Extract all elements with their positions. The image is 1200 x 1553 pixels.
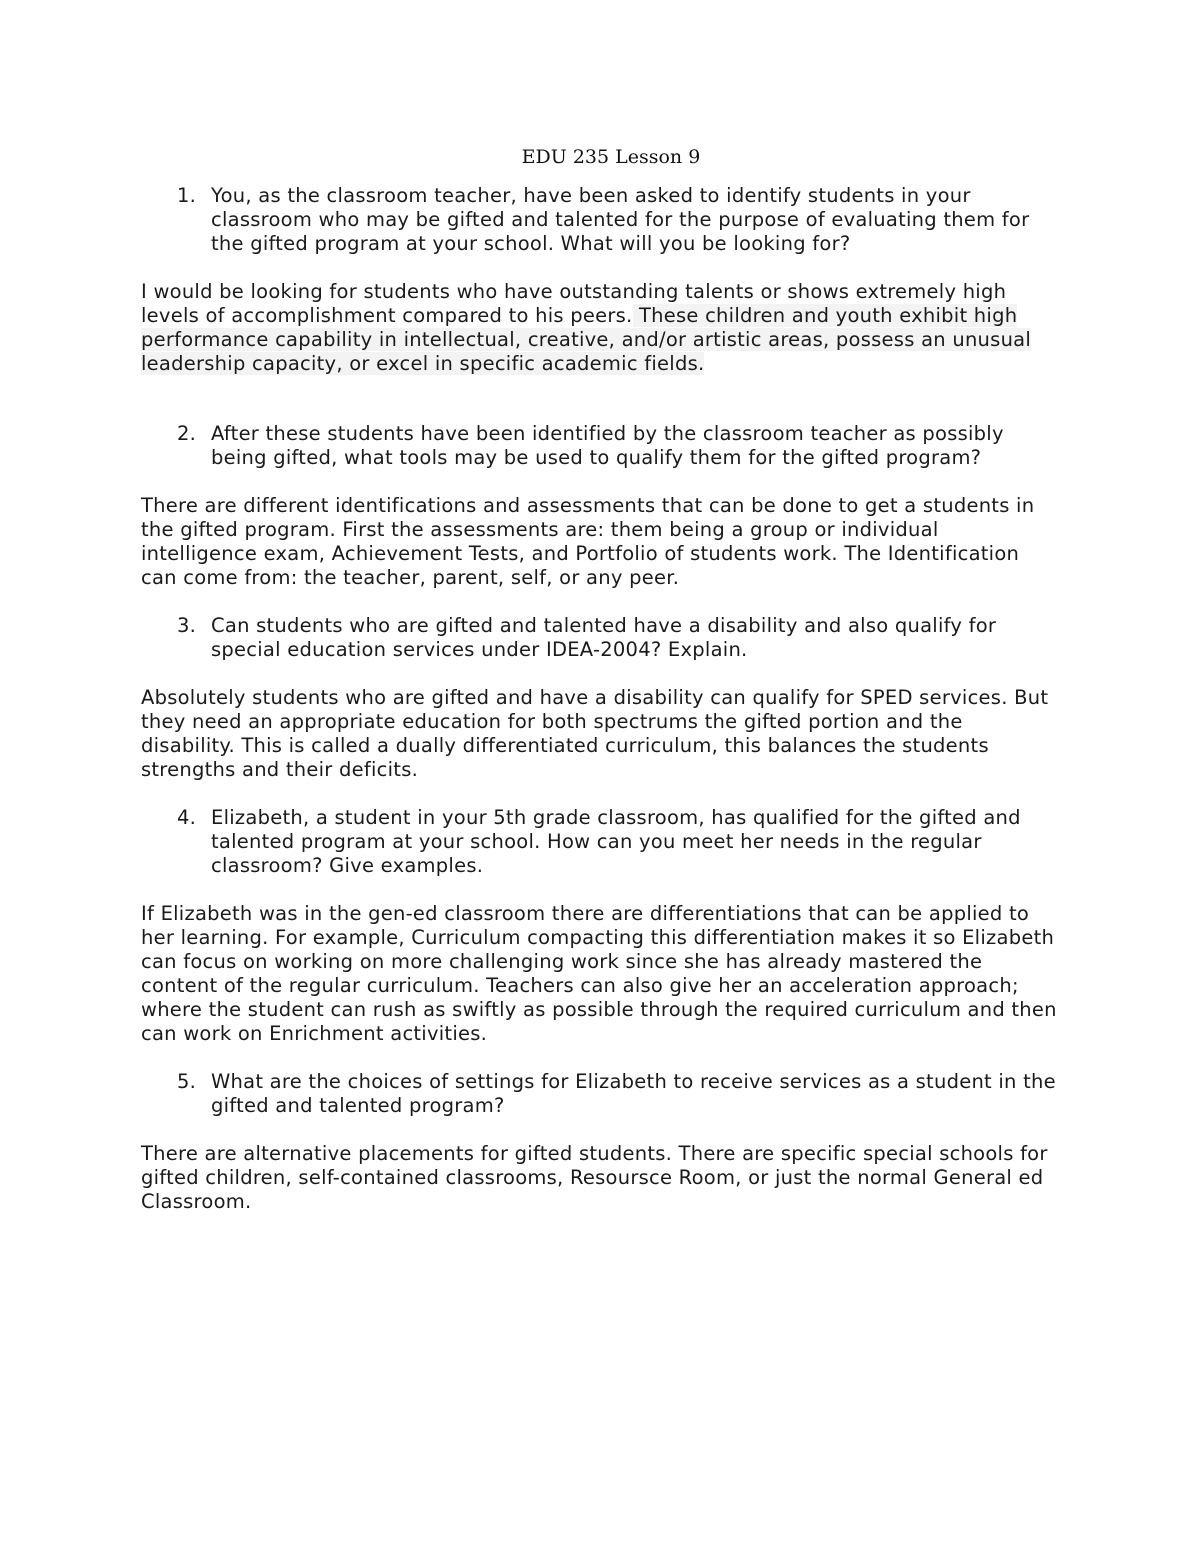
- question-number: 4.: [177, 806, 197, 829]
- question-3: [141, 614, 1061, 662]
- document-page: [141, 142, 1061, 1238]
- answer-2: There are different identifications and assessments that can be done to get a students in the gifted program. First the assessments are: them being a group or individual intelligence exam, Achievement Tests, and Portfolio of students work. The Identification can come from: the teacher, parent, self, or any peer.: [141, 494, 1035, 589]
- answer-highlighted-text: These children and youth exhibit high performance capability in intellectual, creative, and/or artistic areas, possess an unusual leadership capacity, or excel in specific academic fields.: [141, 304, 1032, 375]
- answer-1: [141, 280, 1061, 376]
- question-text: After these students have been identified by the classroom teacher as possibly being gifted, what tools may be used to qualify them for the gifted program?: [211, 422, 1004, 469]
- question-text: You, as the classroom teacher, have been asked to identify students in your classroom who may be gifted and talented for the purpose of evaluating them for the gifted program at your school. What will you be looking for?: [211, 184, 1030, 255]
- question-text: Elizabeth, a student in your 5th grade classroom, has qualified for the gifted and talented program at your school. How can you meet her needs in the regular classroom? Give examples.: [211, 806, 1021, 877]
- answer-text: I would be looking for students who have outstanding talents or shows extremely high levels of accomplishment compared to his peers.: [141, 280, 1007, 327]
- answer-3: Absolutely students who are gifted and have a disability can qualify for SPED services. But they need an appropriate education for both spectrums the gifted portion and the disability. This is called a dually differentiated curriculum, this balances the students strengths and their deficits.: [141, 686, 1049, 781]
- question-number: 3.: [177, 614, 197, 637]
- answer-5: There are alternative placements for gifted students. There are specific special schools for gifted children, self-contained classrooms, Resoursce Room, or just the normal General ed Classroom.: [141, 1142, 1048, 1213]
- question-text: What are the choices of settings for Elizabeth to receive services as a student in the gifted and talented program?: [211, 1070, 1056, 1117]
- question-number: 5.: [177, 1070, 197, 1093]
- question-2: [141, 422, 1061, 470]
- question-1: [141, 184, 1061, 256]
- question-4: [141, 806, 1061, 878]
- question-number: 2.: [177, 422, 197, 445]
- question-5: [141, 1070, 1061, 1118]
- question-number: 1.: [177, 184, 197, 207]
- answer-4: If Elizabeth was in the gen-ed classroom there are differentiations that can be applied to her learning. For example, Curriculum compacting this differentiation makes it so Elizabeth can focus on working on more challenging work since she has already mastered the content of the regular curriculum. Teachers can also give her an acceleration approach; where the student can rush as swiftly as possible through the required curriculum and then can work on Enrichment activities.: [141, 902, 1057, 1045]
- question-text: Can students who are gifted and talented have a disability and also qualify for special education services under IDEA-2004? Explain.: [211, 614, 997, 661]
- document-title: EDU 235 Lesson 9: [521, 146, 701, 168]
